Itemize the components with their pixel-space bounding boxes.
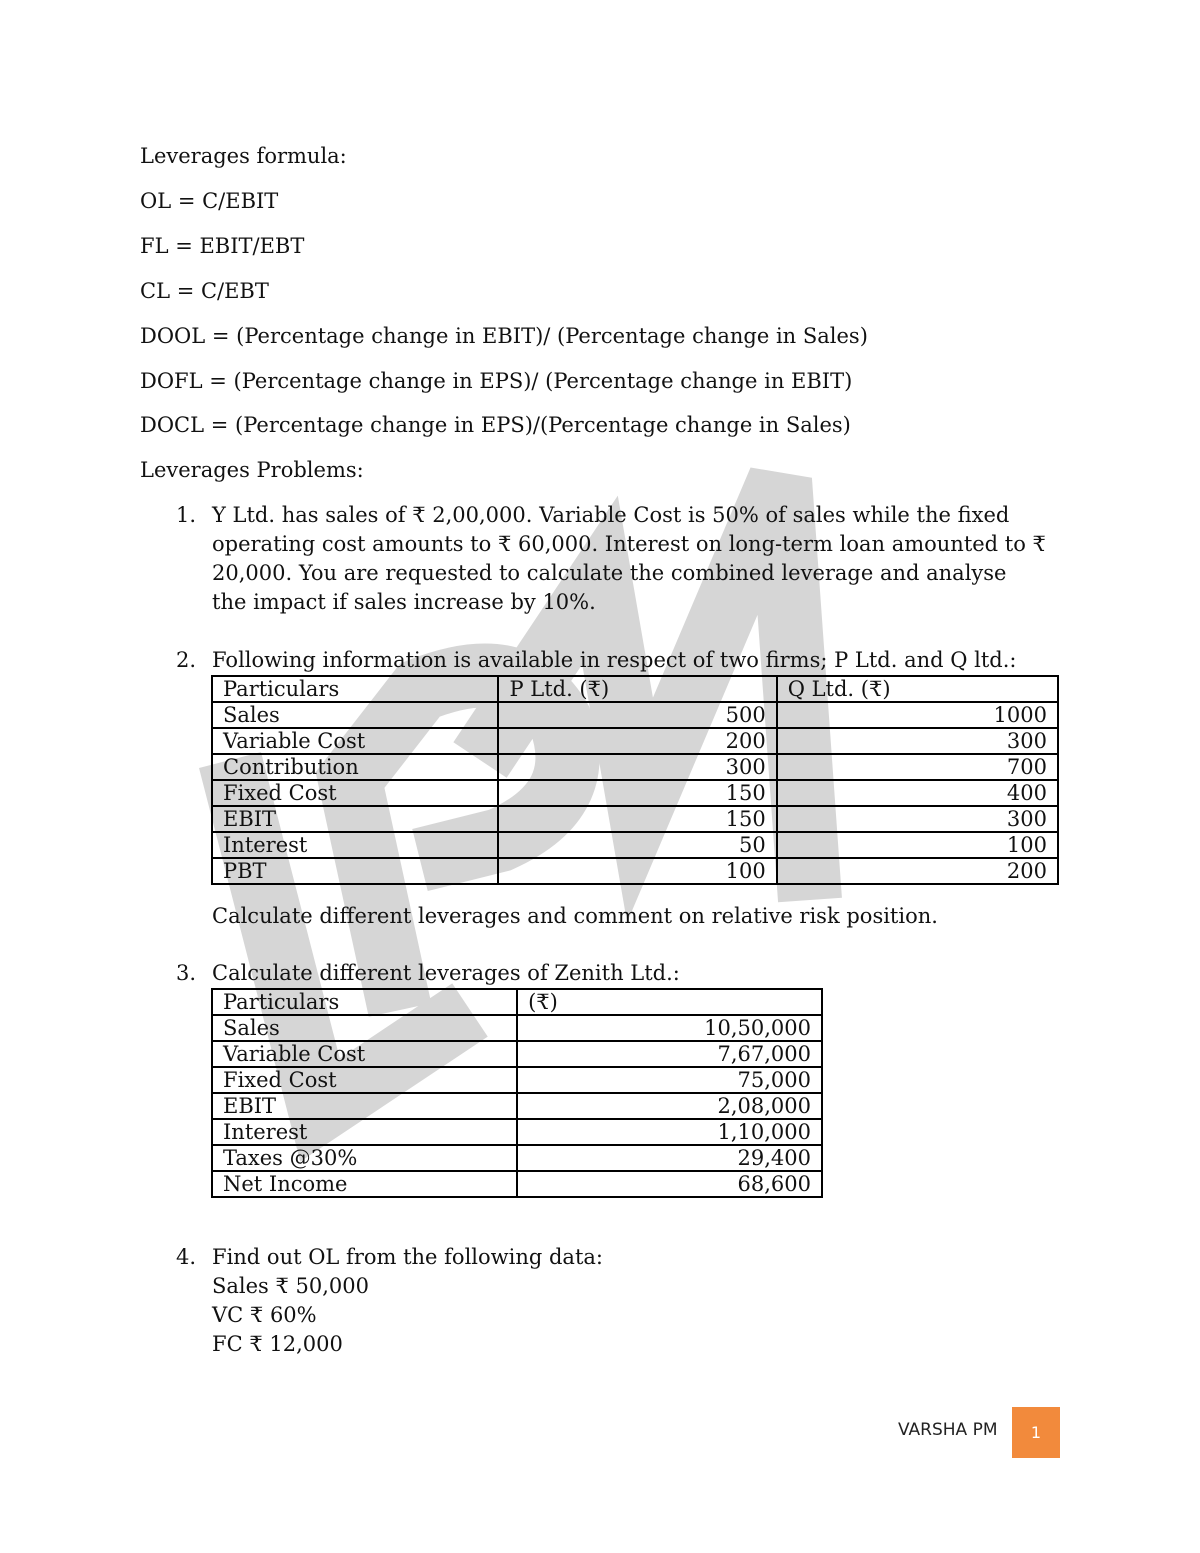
table-cell: 1000	[777, 702, 1058, 728]
table-cell: 200	[498, 728, 776, 754]
problem-2-table	[211, 675, 1059, 885]
problem-2-number: 2.	[176, 648, 197, 672]
table-header-cell: Particulars	[212, 676, 498, 702]
table-row	[212, 702, 1058, 728]
table-row	[212, 1041, 822, 1067]
table-cell: 500	[498, 702, 776, 728]
formula-cl: CL = C/EBT	[140, 279, 269, 303]
table-cell: 100	[498, 858, 776, 884]
problem-1	[176, 501, 1046, 617]
problem-1-number: 1.	[176, 503, 197, 527]
table-cell: 50	[498, 832, 776, 858]
table-cell: PBT	[212, 858, 498, 884]
formula-ol: OL = C/EBIT	[140, 189, 279, 213]
problem-2-intro: Following information is available in respect of two firms; P Ltd. and Q ltd.:	[212, 648, 1017, 672]
table-header-cell: (₹)	[517, 989, 822, 1015]
table-row	[212, 1171, 822, 1197]
table-cell: 68,600	[517, 1171, 822, 1197]
table-cell: Sales	[212, 1015, 517, 1041]
problem-1-text: Y Ltd. has sales of ₹ 2,00,000. Variable Cost is 50% of sales while the fixed operating cost amounts to ₹ 60,000. Interest on long-term loan amounted to ₹ 20,000. You are requested to calculate the combined leverage and analyse the impact if sales increase by 10%.	[212, 503, 1046, 614]
problem-2-outro: Calculate different leverages and comment on relative risk position.	[212, 904, 938, 928]
table-cell: 10,50,000	[517, 1015, 822, 1041]
problem-3-number: 3.	[176, 961, 197, 985]
problem-4-sales: Sales ₹ 50,000	[212, 1274, 370, 1298]
formulas-heading: Leverages formula:	[140, 144, 347, 168]
table-row	[212, 1093, 822, 1119]
table-cell: Contribution	[212, 754, 498, 780]
table-cell: 300	[777, 728, 1058, 754]
problem-4-fc: FC ₹ 12,000	[212, 1332, 343, 1356]
table-cell: Variable Cost	[212, 1041, 517, 1067]
table-cell: Interest	[212, 1119, 517, 1145]
table-row	[212, 728, 1058, 754]
table-cell: 300	[498, 754, 776, 780]
table-row	[212, 780, 1058, 806]
table-cell: 100	[777, 832, 1058, 858]
table-cell: Fixed Cost	[212, 1067, 517, 1093]
table-cell: 400	[777, 780, 1058, 806]
table-cell: 1,10,000	[517, 1119, 822, 1145]
table-cell: Variable Cost	[212, 728, 498, 754]
formula-docl: DOCL = (Percentage change in EPS)/(Percentage change in Sales)	[140, 413, 851, 437]
table-cell: Net Income	[212, 1171, 517, 1197]
page-number: 1	[1012, 1407, 1060, 1458]
table-cell: 75,000	[517, 1067, 822, 1093]
table-row	[212, 806, 1058, 832]
table-header-cell: Q Ltd. (₹)	[777, 676, 1058, 702]
table-row	[212, 754, 1058, 780]
table-cell: 2,08,000	[517, 1093, 822, 1119]
formula-fl: FL = EBIT/EBT	[140, 234, 305, 258]
table-cell: Taxes @30%	[212, 1145, 517, 1171]
table-cell: EBIT	[212, 806, 498, 832]
table-cell: 150	[498, 780, 776, 806]
table-row	[212, 832, 1058, 858]
problem-4	[176, 1243, 1066, 1359]
table-cell: 7,67,000	[517, 1041, 822, 1067]
table-cell: 300	[777, 806, 1058, 832]
formula-dool: DOOL = (Percentage change in EBIT)/ (Percentage change in Sales)	[140, 324, 868, 348]
table-cell: 200	[777, 858, 1058, 884]
problems-heading: Leverages Problems:	[140, 458, 364, 482]
table-cell: Sales	[212, 702, 498, 728]
problem-4-vc: VC ₹ 60%	[212, 1303, 317, 1327]
table-header-cell: Particulars	[212, 989, 517, 1015]
table-row	[212, 1067, 822, 1093]
table-header-row	[212, 989, 822, 1015]
table-row	[212, 1015, 822, 1041]
table-cell: 29,400	[517, 1145, 822, 1171]
table-cell: 150	[498, 806, 776, 832]
problem-4-intro: Find out OL from the following data:	[212, 1245, 603, 1269]
problem-3-intro: Calculate different leverages of Zenith Ltd.:	[212, 961, 680, 985]
table-cell: EBIT	[212, 1093, 517, 1119]
problem-3-table	[211, 988, 823, 1198]
table-header-cell: P Ltd. (₹)	[498, 676, 776, 702]
table-row	[212, 1145, 822, 1171]
footer-author: VARSHA PM	[898, 1420, 998, 1440]
problem-3	[176, 959, 1066, 988]
table-header-row	[212, 676, 1058, 702]
problem-2	[176, 646, 1066, 675]
table-row	[212, 1119, 822, 1145]
formula-dofl: DOFL = (Percentage change in EPS)/ (Percentage change in EBIT)	[140, 369, 853, 393]
table-cell: Fixed Cost	[212, 780, 498, 806]
table-cell: 700	[777, 754, 1058, 780]
problem-4-number: 4.	[176, 1245, 197, 1269]
table-cell: Interest	[212, 832, 498, 858]
table-row	[212, 858, 1058, 884]
